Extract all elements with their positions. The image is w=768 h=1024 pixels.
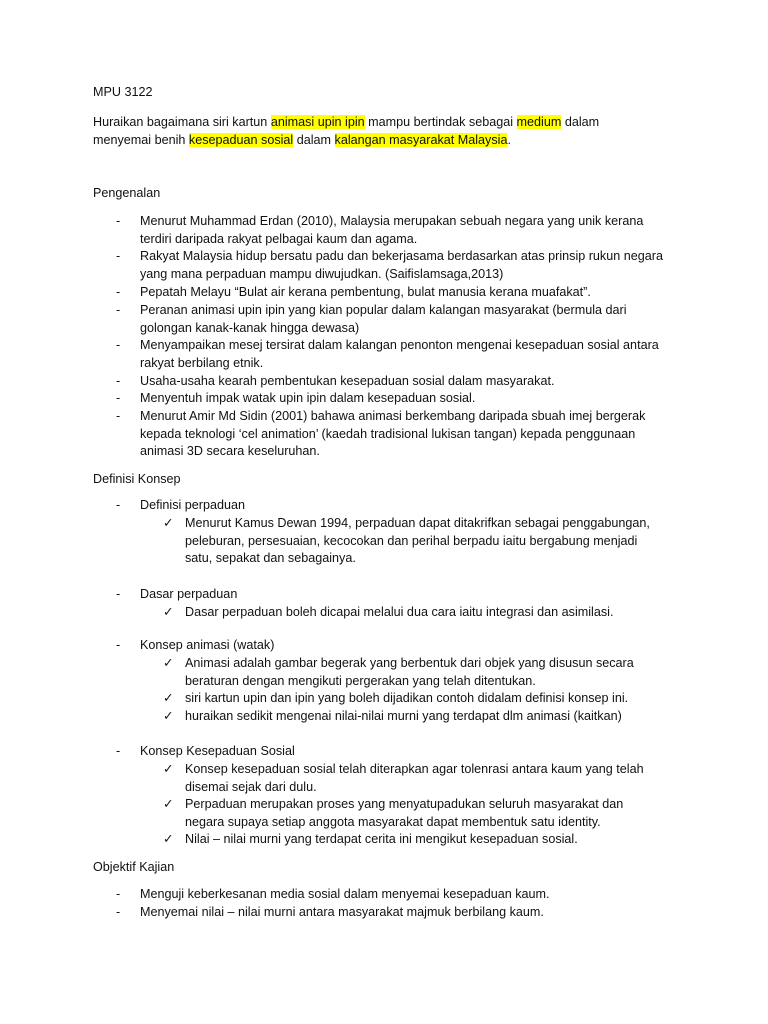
subheading-dasar-perpaduan: Dasar perpaduan xyxy=(140,587,238,601)
question-text: dalam xyxy=(561,115,600,129)
sub-point: Nilai – nilai murni yang terdapat cerita ini mengikut kesepaduan sosial. xyxy=(185,832,578,846)
bullet-dash: - xyxy=(116,285,121,299)
list-item: Rakyat Malaysia hidup bersatu padu dan bekerjasama berdasarkan atas prinsip rukun negara yang mana perpaduan mampu diwujudkan. (Saifislamsaga,2013) xyxy=(140,249,663,281)
sub-point: Perpaduan merupakan proses yang menyatupadukan seluruh masyarakat dan negara supaya setiap anggota masyarakat dapat membentuk satu identity. xyxy=(185,797,624,829)
question-text: menyemai benih xyxy=(93,132,189,147)
question-text: dalam xyxy=(293,132,335,147)
checkmark-icon: ✓ xyxy=(163,832,174,846)
highlighted-phrase: medium xyxy=(516,115,562,129)
bullet-dash: - xyxy=(116,338,121,352)
section-heading-pengenalan: Pengenalan xyxy=(93,186,161,200)
list-item: Usaha-usaha kearah pembentukan kesepaduan sosial dalam masyarakat. xyxy=(140,374,555,388)
subheading-konsep-animasi: Konsep animasi (watak) xyxy=(140,638,275,652)
sub-point: Dasar perpaduan boleh dicapai melalui dua cara iaitu integrasi dan asimilasi. xyxy=(185,605,614,619)
list-item: Menyentuh impak watak upin ipin dalam kesepaduan sosial. xyxy=(140,391,476,405)
highlighted-phrase: animasi upin ipin xyxy=(270,115,365,129)
bullet-dash: - xyxy=(116,409,121,423)
checkmark-icon: ✓ xyxy=(163,797,174,811)
subheading-konsep-kesepaduan-sosial: Konsep Kesepaduan Sosial xyxy=(140,744,295,758)
highlighted-phrase: kesepaduan sosial xyxy=(188,132,294,147)
checkmark-icon: ✓ xyxy=(163,605,174,619)
question-text: . xyxy=(507,132,511,147)
sub-point: Animasi adalah gambar begerak yang berbentuk dari objek yang disusun secara beraturan dengan mengikuti pergerakan yang telah ditentukan. xyxy=(185,656,634,688)
list-item: Menurut Muhammad Erdan (2010), Malaysia merupakan sebuah negara yang unik kerana terdiri daripada rakyat pelbagai kaum dan agama. xyxy=(140,214,644,246)
checkmark-icon: ✓ xyxy=(163,516,174,530)
assignment-question xyxy=(93,114,653,149)
checkmark-icon: ✓ xyxy=(163,762,174,776)
list-item: Menguji keberkesanan media sosial dalam menyemai kesepaduan kaum. xyxy=(140,887,550,901)
question-line-1 xyxy=(93,114,653,132)
list-item: Menyampaikan mesej tersirat dalam kalangan penonton mengenai kesepaduan sosial antara rakyat berbilang etnik. xyxy=(140,338,659,370)
sub-point: Menurut Kamus Dewan 1994, perpaduan dapat ditakrifkan sebagai penggabungan, peleburan, persesuaian, kecocokan dan perihal berpadu iaitu bergabung menjadi satu, sepakat dan sebagainya. xyxy=(185,516,650,566)
bullet-dash: - xyxy=(116,391,121,405)
sub-point: Konsep kesepaduan sosial telah diterapkan agar tolenrasi antara kaum yang telah disemai sejak dari dulu. xyxy=(185,762,644,794)
bullet-dash: - xyxy=(116,374,121,388)
section-heading-objektif-kajian: Objektif Kajian xyxy=(93,860,175,874)
checkmark-icon: ✓ xyxy=(163,691,174,705)
list-item: Peranan animasi upin ipin yang kian popular dalam kalangan masyarakat (bermula dari golongan kanak-kanak hingga dewasa) xyxy=(140,303,627,335)
section-heading-definisi-konsep: Definisi Konsep xyxy=(93,472,181,486)
question-text: mampu bertindak sebagai xyxy=(364,115,517,129)
bullet-dash: - xyxy=(116,887,121,901)
question-line-2 xyxy=(93,132,653,150)
question-text: Huraikan bagaimana siri kartun xyxy=(93,115,271,129)
sub-point: huraikan sedikit mengenai nilai-nilai murni yang terdapat dlm animasi (kaitkan) xyxy=(185,709,622,723)
highlighted-phrase: kalangan masyarakat Malaysia xyxy=(334,132,508,147)
bullet-dash: - xyxy=(116,303,121,317)
bullet-dash: - xyxy=(116,638,121,652)
bullet-dash: - xyxy=(116,744,121,758)
bullet-dash: - xyxy=(116,905,121,919)
bullet-dash: - xyxy=(116,587,121,601)
list-item: Menurut Amir Md Sidin (2001) bahawa animasi berkembang daripada sbuah imej bergerak kepada teknologi ‘cel animation’ (kaedah tradisional lukisan tangan) kepada penggunaan animasi 3D secara keseluruhan. xyxy=(140,409,646,459)
checkmark-icon: ✓ xyxy=(163,709,174,723)
bullet-dash: - xyxy=(116,498,121,512)
sub-point: siri kartun upin dan ipin yang boleh dijadikan contoh didalam definisi konsep ini. xyxy=(185,691,629,705)
list-item: Pepatah Melayu “Bulat air kerana pembentung, bulat manusia kerana muafakat”. xyxy=(140,285,591,299)
checkmark-icon: ✓ xyxy=(163,656,174,670)
subheading-definisi-perpaduan: Definisi perpaduan xyxy=(140,498,246,512)
course-code: MPU 3122 xyxy=(93,85,153,99)
bullet-dash: - xyxy=(116,214,121,228)
list-item: Menyemai nilai – nilai murni antara masyarakat majmuk berbilang kaum. xyxy=(140,905,544,919)
bullet-dash: - xyxy=(116,249,121,263)
